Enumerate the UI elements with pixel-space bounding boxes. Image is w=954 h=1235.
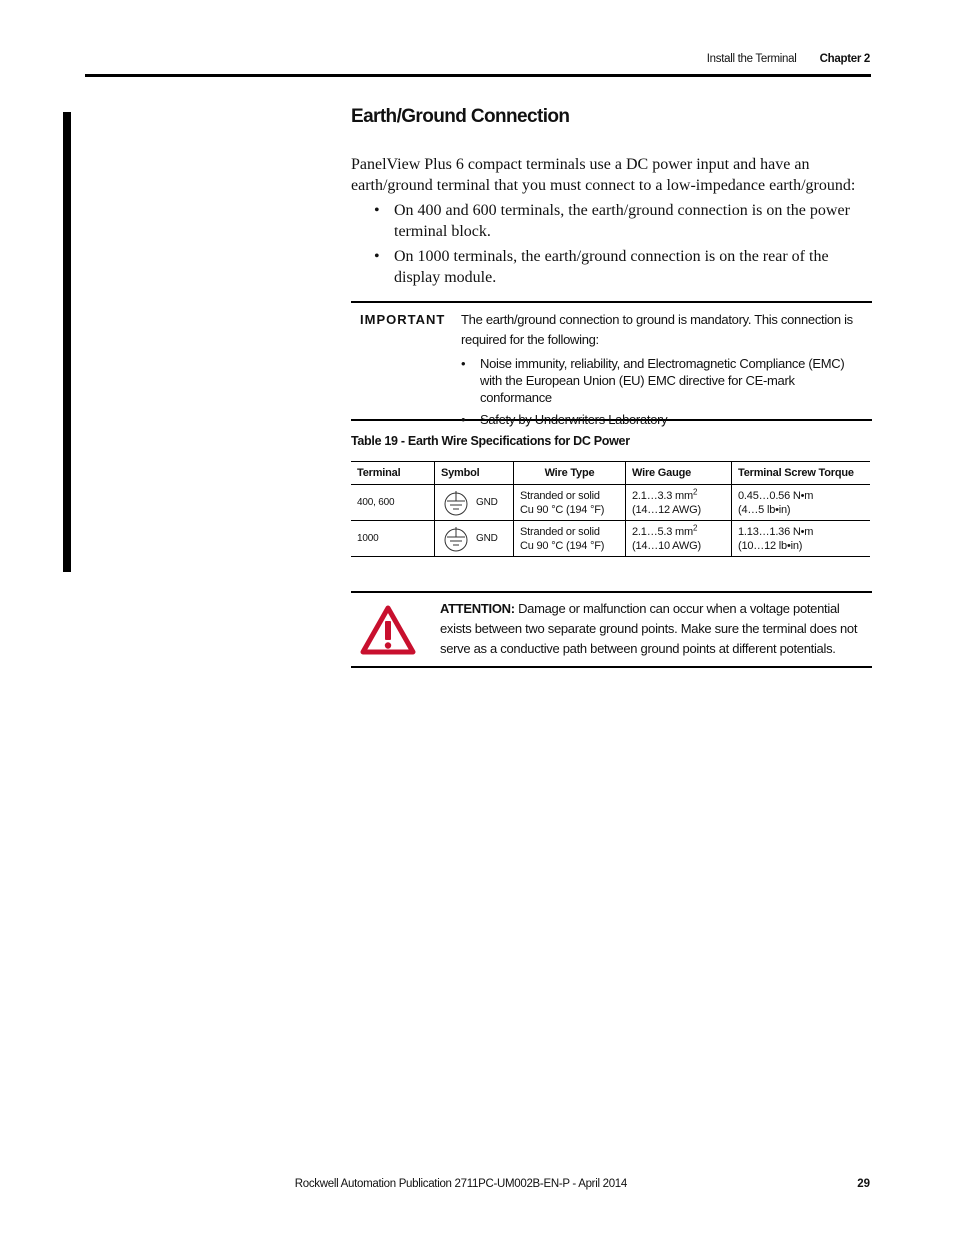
running-head xyxy=(707,53,870,65)
wire-type-line: Cu 90 °C (194 °F) xyxy=(520,503,605,516)
warning-triangle-icon xyxy=(360,605,416,655)
bullet-dot: • xyxy=(461,412,466,427)
bullet-text: On 400 and 600 terminals, the earth/ground connection is on the power terminal block. xyxy=(394,202,850,240)
col-header-terminal: Terminal xyxy=(351,462,435,485)
cell-terminal: 400, 600 xyxy=(351,485,435,521)
cell-wire-gauge xyxy=(626,521,732,557)
section-heading: Earth/Ground Connection xyxy=(351,106,570,127)
gauge-mm xyxy=(632,486,725,503)
gauge-superscript: 2 xyxy=(692,522,698,532)
chapter-side-bar xyxy=(63,112,71,572)
table-caption: Table 19 - Earth Wire Specifications for DC Power xyxy=(351,434,630,448)
wire-type-line: Stranded or solid xyxy=(520,489,600,502)
attention-label: ATTENTION: xyxy=(440,601,515,616)
bullet-dot: • xyxy=(461,356,466,371)
torque-line: 0.45…0.56 N•m xyxy=(738,489,814,502)
important-text: The earth/ground connection to ground is mandatory. This connection is required for the following: xyxy=(461,312,853,347)
gauge-awg: (14…12 AWG) xyxy=(632,503,701,516)
col-header-wire-type: Wire Type xyxy=(514,462,626,485)
bullet-text: On 1000 terminals, the earth/ground connection is on the rear of the display module. xyxy=(394,248,829,286)
cell-symbol xyxy=(435,521,514,557)
page-number: 29 xyxy=(857,1178,870,1190)
col-header-torque: Terminal Screw Torque xyxy=(732,462,871,485)
header-rule xyxy=(85,74,871,77)
table-row xyxy=(351,485,870,521)
col-header-wire-gauge: Wire Gauge xyxy=(626,462,732,485)
attention-note xyxy=(351,591,872,668)
attention-body: Damage or malfunction can occur when a voltage potential exists between two separate ground points. Make sure the terminal does not serve as a conductive path between ground points at different potentials. xyxy=(440,601,858,656)
ground-symbol-icon xyxy=(441,490,471,516)
wire-type-line: Stranded or solid xyxy=(520,525,600,538)
torque-line: (4…5 lb•in) xyxy=(738,503,791,516)
ground-symbol-icon xyxy=(441,526,471,552)
important-item xyxy=(461,411,865,428)
important-note xyxy=(351,301,872,427)
gauge-awg: (14…10 AWG) xyxy=(632,539,701,552)
table-row xyxy=(351,521,870,557)
intro-paragraph: PanelView Plus 6 compact terminals use a DC power input and have an earth/ground terminal that you must connect to a low-impedance earth/ground: xyxy=(351,156,856,194)
bullet-item xyxy=(351,246,871,288)
earth-wire-spec-table xyxy=(351,461,870,557)
bullet-dot: • xyxy=(374,202,380,219)
cell-wire-type xyxy=(514,485,626,521)
gnd-label: GND xyxy=(476,496,498,508)
cell-terminal: 1000 xyxy=(351,521,435,557)
cell-torque xyxy=(732,521,871,557)
cell-wire-gauge xyxy=(626,485,732,521)
important-item-text: Safety by Underwriters Laboratory xyxy=(480,412,668,427)
table-header-row xyxy=(351,462,870,485)
cell-wire-type xyxy=(514,521,626,557)
important-item xyxy=(461,355,865,406)
bullet-list xyxy=(351,200,871,292)
attention-text xyxy=(440,599,866,659)
gnd-label: GND xyxy=(476,532,498,544)
torque-line: (10…12 lb•in) xyxy=(738,539,803,552)
bullet-dot: • xyxy=(374,248,380,265)
gauge-mm-value: 2.1…3.3 mm xyxy=(632,489,693,502)
bullet-item xyxy=(351,200,871,242)
important-list xyxy=(461,355,865,433)
footer-publication: Rockwell Automation Publication 2711PC-UM002B-EN-P - April 2014 xyxy=(294,1178,627,1190)
important-label: IMPORTANT xyxy=(360,312,446,327)
gauge-superscript: 2 xyxy=(692,486,698,496)
running-head-chapter: Chapter 2 xyxy=(819,53,870,65)
important-item-text: Noise immunity, reliability, and Electromagnetic Compliance (EMC) with the European Union (EU) EMC directive for CE-mark conformance xyxy=(480,356,845,405)
gauge-mm xyxy=(632,522,725,539)
torque-line: 1.13…1.36 N•m xyxy=(738,525,814,538)
col-header-symbol: Symbol xyxy=(435,462,514,485)
cell-torque xyxy=(732,485,871,521)
gauge-mm-value: 2.1…5.3 mm xyxy=(632,525,693,538)
cell-symbol xyxy=(435,485,514,521)
running-head-section: Install the Terminal xyxy=(706,53,797,65)
wire-type-line: Cu 90 °C (194 °F) xyxy=(520,539,605,552)
